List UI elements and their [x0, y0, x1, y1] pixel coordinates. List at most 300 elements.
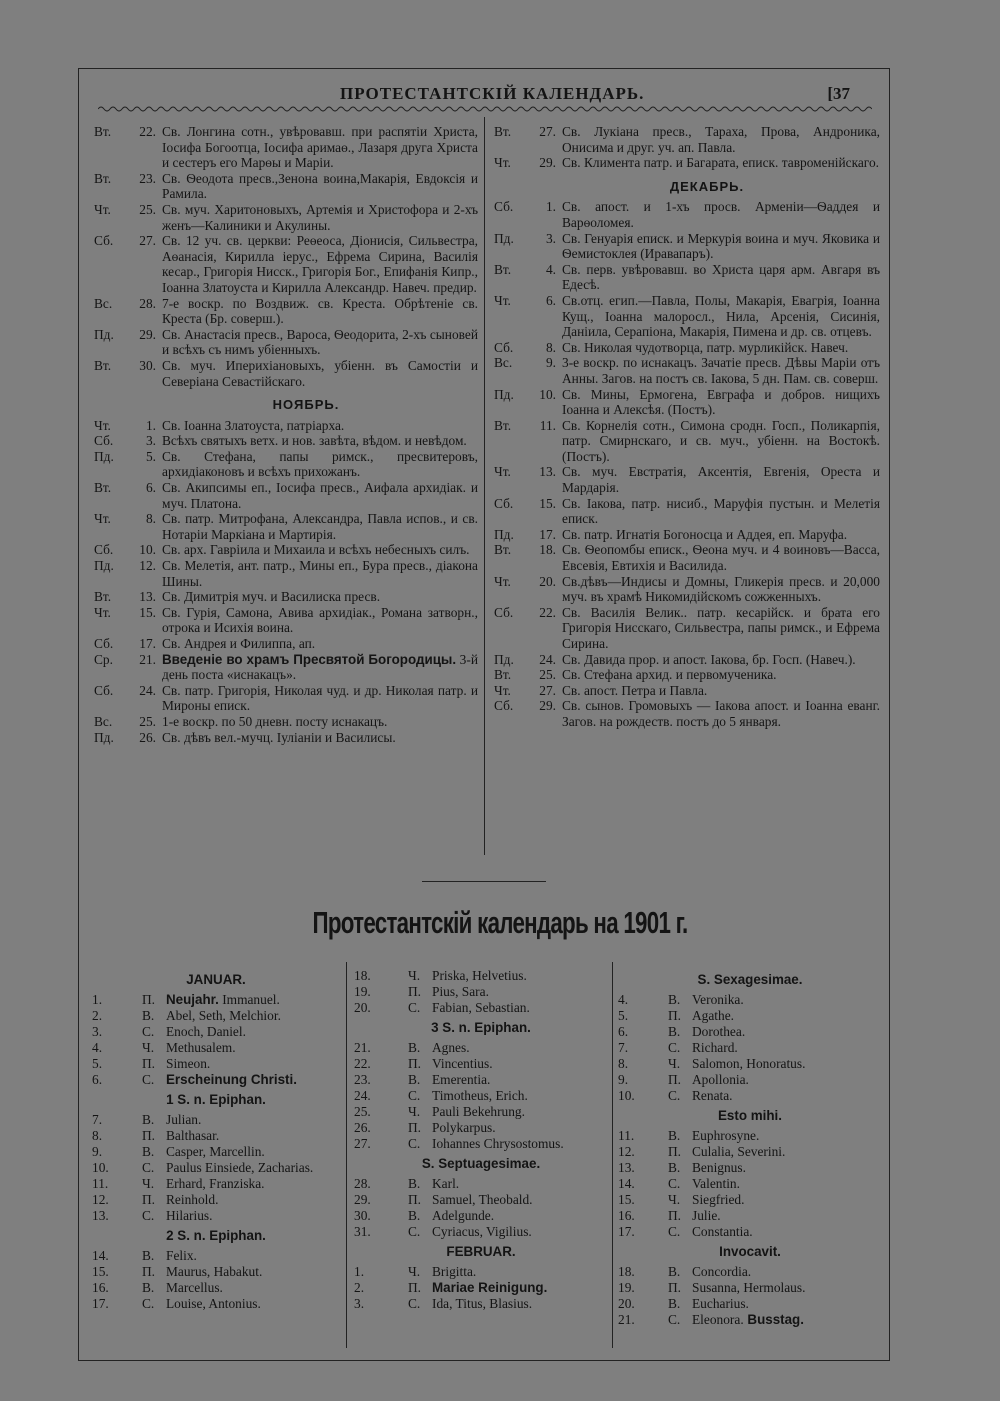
subheading: S. Sexagesimae.: [697, 972, 803, 987]
entry-text: [162, 433, 478, 449]
entry-text-main: Abel, Seth, Melchior.: [166, 1008, 281, 1023]
weekday-letter: Ч.: [142, 1176, 155, 1191]
german-column-3: [618, 968, 882, 1328]
calendar-entry: [92, 1008, 340, 1024]
entry-text: [166, 1024, 340, 1040]
entry-text-main: Methusalem.: [166, 1040, 236, 1055]
entry-text: [562, 293, 880, 340]
calendar-entry: [494, 698, 880, 729]
day-number: 29.: [539, 698, 556, 714]
entry-text: [162, 358, 478, 389]
entry-text: [162, 480, 478, 511]
calendar-entry: [92, 1280, 340, 1296]
entry-text-main: Св. Корнелія сотн., Симона сродн. Госп., Поликарпія, патр. Смирнскаго, и св. муч., убіенн. на Востокѣ. (Постъ).: [562, 417, 880, 464]
calendar-entry: [494, 340, 880, 356]
entry-text: [432, 1280, 608, 1296]
weekday-letter: Ч.: [668, 1056, 681, 1071]
entry-text-main: Renata.: [692, 1088, 733, 1103]
entry-text: [166, 1040, 340, 1056]
weekday-letter: Ч.: [408, 1104, 421, 1119]
calendar-entry: [618, 1296, 882, 1312]
entry-text: [162, 542, 478, 558]
weekday-letter: С.: [408, 1000, 421, 1015]
entry-text: [162, 449, 478, 480]
entry-text: [162, 124, 478, 171]
entry-text-main: Св. Стефана, папы римск., пресвитеровъ, архидіаконовъ и всѣхъ прихожанъ.: [162, 448, 478, 480]
day-number: 23.: [354, 1072, 371, 1087]
calendar-entry: [354, 1136, 608, 1152]
entry-text: [166, 1072, 340, 1088]
calendar-entry: [94, 124, 478, 171]
page-number: [37: [827, 84, 850, 103]
calendar-entry: [92, 1208, 340, 1224]
entry-text: [166, 1192, 340, 1208]
entry-text-main: Св. Генуарія еписк. и Меркурія воина и муч. Яковика и Ѳемистоклея (Иравапаръ).: [562, 230, 880, 262]
day-number: 3.: [92, 1024, 103, 1039]
calendar-entry: [618, 1008, 882, 1024]
entry-text: [162, 683, 478, 714]
entry-text: [692, 1296, 882, 1312]
left-column: [94, 124, 478, 745]
day-number: 25.: [139, 201, 156, 217]
calendar-entry: [92, 1296, 340, 1312]
calendar-entry: [494, 387, 880, 418]
weekday-label: Сб.: [94, 433, 114, 449]
entry-text-main: Neujahr.: [166, 992, 219, 1007]
entry-text-main: Св. Давида прор. и апост. Іакова, бр. Госп. (Навеч.).: [562, 651, 856, 667]
weekday-letter: С.: [142, 1296, 155, 1311]
weekday-label: Чт.: [94, 417, 111, 433]
calendar-entry: [94, 652, 478, 683]
entry-text-main: Eleonora.: [692, 1312, 744, 1327]
calendar-entry: [354, 968, 608, 984]
weekday-letter: С.: [668, 1224, 681, 1239]
day-number: 10.: [618, 1088, 635, 1103]
calendar-entry: [354, 1296, 608, 1312]
weekday-letter: С.: [142, 1072, 155, 1087]
month-heading: ДЕКАБРЬ.: [669, 178, 745, 194]
entry-text-main: Св. Гурія, Самона, Авива архидіак., Романа затворн., отрока и Исихія воина.: [162, 604, 478, 636]
weekday-letter: С.: [142, 1024, 155, 1039]
weekday-label: Сб.: [94, 233, 114, 249]
calendar-entry: [92, 1040, 340, 1056]
day-number: 17.: [139, 636, 156, 651]
entry-text: [162, 636, 478, 652]
weekday-letter: П.: [668, 1280, 682, 1295]
entry-text: [166, 1056, 340, 1072]
calendar-entry: [354, 1040, 608, 1056]
entry-text-main: Benignus.: [692, 1160, 746, 1175]
entry-text-main: Enoch, Daniel.: [166, 1024, 246, 1039]
entry-text-main: Св. Николая чудотворца, патр. мурликійск. Навеч.: [562, 339, 849, 355]
day-number: 1.: [92, 992, 103, 1007]
entry-text: [162, 558, 478, 589]
weekday-letter: П.: [142, 1264, 156, 1279]
entry-text: [162, 171, 478, 202]
entry-text: [692, 1040, 882, 1056]
entry-text-main: Св. Василія Велик.. патр. кесарійск. и брата его Григорія Нисскаго, Сильвестра, папы римск., и Ефрема Сирина.: [562, 604, 880, 651]
entry-text: [432, 1224, 608, 1240]
entry-text: [166, 1008, 340, 1024]
calendar-entry: [92, 1072, 340, 1088]
entry-text-main: Concordia.: [692, 1264, 752, 1279]
calendar-entry: [494, 355, 880, 386]
calendar-entry: [494, 542, 880, 573]
day-number: 8.: [545, 339, 556, 355]
weekday-letter: В.: [142, 1248, 155, 1263]
day-number: 15.: [618, 1192, 635, 1207]
calendar-entry: [354, 1120, 608, 1136]
entry-text-main: Simeon.: [166, 1056, 211, 1071]
weekday-letter: В.: [142, 1008, 155, 1023]
entry-text-main: Св. Андрея и Филиппа, ап.: [162, 636, 316, 651]
calendar-entry: [618, 1088, 882, 1104]
entry-text-main: Valentin.: [692, 1176, 740, 1191]
day-number: 27.: [139, 233, 156, 249]
entry-text-main: Св. апост. и 1-хъ просв. Арменіи—Ѳаддея и Варѳоломея.: [562, 199, 880, 230]
day-number: 16.: [92, 1280, 109, 1295]
entry-text-main: Susanna, Hermolaus.: [692, 1280, 806, 1295]
day-number: 2.: [92, 1008, 103, 1023]
entry-text: [432, 1040, 608, 1056]
entry-text: [166, 1160, 340, 1176]
entry-text-main: Св. Ѳеопомбы еписк., Ѳеона муч. и 4 воиновъ—Васса, Евсевія, Евтихія и Василида.: [562, 542, 880, 574]
weekday-letter: Ч.: [668, 1192, 681, 1207]
day-number: 26.: [139, 729, 156, 745]
weekday-letter: С.: [668, 1176, 681, 1191]
calendar-entry: [94, 480, 478, 511]
day-number: 17.: [618, 1224, 635, 1239]
weekday-label: Сб.: [494, 199, 514, 215]
entry-text: [692, 1072, 882, 1088]
day-number: 31.: [354, 1224, 371, 1239]
subheading: 1 S. n. Epiphan.: [166, 1092, 266, 1107]
weekday-letter: В.: [142, 1144, 155, 1159]
day-number: 27.: [539, 124, 556, 139]
entry-text-main: Brigitta.: [432, 1264, 477, 1279]
entry-text: [162, 730, 478, 746]
weekday-label: Чт.: [494, 464, 511, 480]
day-number: 14.: [92, 1248, 109, 1263]
weekday-label: Чт.: [94, 201, 111, 217]
weekday-label: Вт.: [94, 589, 112, 605]
day-number: 11.: [618, 1128, 635, 1143]
entry-text: [162, 233, 478, 295]
day-number: 4.: [545, 261, 556, 277]
weekday-label: Пд.: [494, 230, 514, 246]
entry-text-main: Св. перв. увѣровавш. во Христа царя арм. Авгаря въ Едесѣ.: [562, 261, 880, 293]
weekday-letter: Ч.: [408, 968, 421, 983]
entry-text-main: Св.отц. егип.—Павла, Полы, Макарія, Евагрія, Іоанна Кущ., Іоанна малоросл., Нила, Арсенія, Сисинія, Даніила, Серапіона, Макарія, Пимена и др. св. отцевъ.: [562, 292, 880, 340]
entry-text: [562, 464, 880, 495]
weekday-letter: С.: [408, 1136, 421, 1151]
entry-text-main: Reinhold.: [166, 1192, 219, 1207]
weekday-label: Пд.: [94, 326, 114, 342]
entry-text-main: Maurus, Habakut.: [166, 1264, 263, 1279]
day-number: 20.: [539, 573, 556, 589]
day-number: 20.: [618, 1296, 635, 1311]
day-number: 22.: [139, 124, 156, 139]
entry-text-main: Св. Димитрія муч. и Василиска пресв.: [162, 589, 381, 605]
entry-text: [432, 1176, 608, 1192]
calendar-entry: [618, 1144, 882, 1160]
entry-text-main: Felix.: [166, 1248, 197, 1263]
entry-text: [562, 652, 880, 668]
entry-text-main: Pauli Bekehrung.: [432, 1104, 525, 1119]
calendar-entry: [354, 1072, 608, 1088]
day-number: 28.: [354, 1176, 371, 1191]
calendar-entry: [92, 1264, 340, 1280]
weekday-label: Вт.: [494, 261, 512, 277]
calendar-entry: [354, 1104, 608, 1120]
entry-text-main: Erhard, Franziska.: [166, 1176, 265, 1191]
calendar-entry: [92, 992, 340, 1008]
weekday-label: Вс.: [94, 713, 113, 729]
calendar-entry: [494, 231, 880, 262]
calendar-entry: [94, 542, 478, 558]
weekday-letter: П.: [668, 1008, 682, 1023]
weekday-letter: В.: [408, 1072, 421, 1087]
calendar-entry: [92, 1024, 340, 1040]
entry-text: [562, 542, 880, 573]
day-number: 25.: [354, 1104, 371, 1119]
entry-text: [432, 1072, 608, 1088]
entry-text-main: Constantia.: [692, 1224, 753, 1239]
day-number: 19.: [618, 1280, 635, 1295]
day-number: 29.: [539, 155, 556, 171]
entry-text-main: Paulus Einsiede, Zacharias.: [166, 1160, 314, 1175]
weekday-letter: С.: [142, 1160, 155, 1175]
entry-text: [692, 1056, 882, 1072]
entry-text: [562, 527, 880, 543]
entry-text-main: Св. арх. Гавріила и Михаила и всѣхъ небесныхъ силъ.: [162, 542, 470, 558]
weekday-letter: С.: [408, 1088, 421, 1103]
weekday-label: Вт.: [94, 124, 112, 139]
entry-text: [162, 418, 478, 434]
weekday-label: Вт.: [494, 667, 512, 683]
calendar-entry: [94, 511, 478, 542]
day-number: 13.: [139, 589, 156, 605]
day-number: 7.: [618, 1040, 629, 1055]
entry-text-main: Св. патр. Игнатія Богоносца и Аддея, еп. Маруфа.: [562, 526, 848, 542]
entry-text-main: Св. апост. Петра и Павла.: [562, 682, 708, 698]
day-number: 17.: [92, 1296, 109, 1311]
subheading: Invocavit.: [719, 1244, 781, 1259]
entry-text-main: Св. патр. Митрофана, Александра, Павла испов., и св. Нотаріи Маркіана и Мартирія.: [162, 511, 478, 542]
weekday-label: Сб.: [494, 698, 514, 714]
entry-text: [562, 698, 880, 729]
weekday-letter: С.: [408, 1224, 421, 1239]
entry-text: [166, 1144, 340, 1160]
entry-text-cont: Immanuel.: [218, 992, 280, 1007]
weekday-letter: В.: [408, 1176, 421, 1191]
weekday-letter: В.: [668, 992, 681, 1007]
calendar-entry: [94, 589, 478, 605]
subheading: S. Septuagesimae.: [421, 1156, 541, 1171]
entry-text-main: Iohannes Chrysostomus.: [432, 1136, 564, 1151]
day-number: 21.: [354, 1040, 371, 1055]
weekday-letter: П.: [142, 1056, 156, 1071]
entry-text-main: Ida, Titus, Blasius.: [432, 1296, 533, 1311]
day-number: 9.: [618, 1072, 629, 1087]
entry-text: [166, 1176, 340, 1192]
day-number: 5.: [92, 1056, 103, 1071]
weekday-letter: С.: [408, 1296, 421, 1311]
entry-text: [692, 1208, 882, 1224]
day-number: 11.: [92, 1176, 109, 1191]
subheading: Esto mihi.: [718, 1108, 782, 1123]
weekday-label: Пд.: [494, 386, 514, 402]
day-number: 9.: [545, 355, 556, 371]
day-number: 13.: [539, 464, 556, 480]
entry-text: [432, 968, 608, 984]
day-number: 12.: [139, 558, 156, 574]
day-number: 20.: [354, 1000, 371, 1015]
entry-text: [562, 574, 880, 605]
calendar-entry: [618, 992, 882, 1008]
weekday-label: Сб.: [494, 495, 514, 511]
day-number: 22.: [354, 1056, 371, 1071]
subheading: 2 S. n. Epiphan.: [166, 1228, 266, 1243]
entry-text: [162, 605, 478, 636]
entry-text-main: Св.дѣвъ—Индисы и Домны, Гликерія пресв. и 20,000 муч. въ храмѣ Никомидійскомъ сожженныхъ.: [562, 573, 880, 605]
entry-text-main: Salomon, Honoratus.: [692, 1056, 806, 1071]
entry-text-main: 7-е воскр. по Воздвиж. св. Креста. Обрѣтеніе св. Креста (Бр. соверш.).: [162, 295, 478, 327]
weekday-letter: Ч.: [142, 1040, 155, 1055]
weekday-label: Чт.: [494, 682, 511, 698]
entry-text-main: Timotheus, Erich.: [432, 1088, 528, 1103]
entry-text: [692, 1264, 882, 1280]
subheading: FEBRUAR.: [446, 1244, 516, 1259]
entry-text: [432, 1000, 608, 1016]
day-number: 5.: [145, 448, 156, 464]
entry-text: [432, 1296, 608, 1312]
day-number: 15.: [139, 604, 156, 620]
calendar-entry: [94, 636, 478, 652]
calendar-entry: [618, 1224, 882, 1240]
day-number: 11.: [539, 417, 556, 433]
day-number: 3.: [354, 1296, 365, 1311]
day-number: 6.: [545, 292, 556, 308]
calendar-entry: [92, 1144, 340, 1160]
entry-text: [692, 1088, 882, 1104]
calendar-entry: [92, 1056, 340, 1072]
day-number: 5.: [618, 1008, 629, 1023]
weekday-label: Вт.: [94, 170, 112, 186]
day-number: 15.: [92, 1264, 109, 1279]
calendar-entry: [494, 199, 880, 230]
entry-text-main: Cyriacus, Vigilius.: [432, 1224, 532, 1239]
calendar-entry: [494, 262, 880, 293]
weekday-letter: П.: [408, 1280, 422, 1295]
day-number: 13.: [92, 1208, 109, 1223]
calendar-entry: [618, 1192, 882, 1208]
entry-text: [166, 1264, 340, 1280]
calendar-entry: [494, 155, 880, 171]
weekday-letter: П.: [142, 1192, 156, 1207]
calendar-entry: [94, 233, 478, 295]
entry-text-main: Св. Ѳеодота пресв.,Зенона воина,Макарія, Евдоксія и Рамила.: [162, 170, 478, 202]
weekday-label: Вт.: [494, 542, 512, 558]
weekday-letter: П.: [668, 1208, 682, 1223]
weekday-letter: Ч.: [408, 1264, 421, 1279]
calendar-entry: [618, 1040, 882, 1056]
calendar-entry: [494, 464, 880, 495]
day-number: 6.: [618, 1024, 629, 1039]
entry-text-main: Св. Мины, Ермогена, Евграфа и добров. нищихъ Іоанна и Алексѣя. (Постъ).: [562, 386, 880, 418]
entry-text: [562, 262, 880, 293]
calendar-entry: [494, 574, 880, 605]
right-column: [494, 124, 880, 730]
section-divider: [422, 881, 546, 882]
weekday-letter: В.: [668, 1264, 681, 1279]
weekday-letter: П.: [408, 1192, 422, 1207]
entry-text-cont: Busstag.: [743, 1312, 804, 1327]
day-number: 17.: [539, 526, 556, 542]
weekday-letter: С.: [668, 1088, 681, 1103]
weekday-label: Вт.: [94, 480, 112, 496]
entry-text: [162, 327, 478, 358]
calendar-entry: [618, 1128, 882, 1144]
entry-text-main: Св. дѣвъ вел.-мучц. Іуліаніи и Василисы.: [162, 729, 396, 745]
day-number: 22.: [539, 604, 556, 620]
entry-text-main: Св. сынов. Громовыхъ — Іакова апост. и Іоанна еванг. Загов. на рождеств. постъ до 5 января.: [562, 698, 880, 729]
entry-text-main: Julie.: [692, 1208, 721, 1223]
day-number: 16.: [618, 1208, 635, 1223]
calendar-entry: [618, 1264, 882, 1280]
day-number: 14.: [618, 1176, 635, 1191]
calendar-entry: [94, 605, 478, 636]
entry-text: [432, 984, 608, 1000]
weekday-label: Сб.: [94, 636, 114, 651]
entry-text-main: Veronika.: [692, 992, 744, 1007]
day-number: 30.: [139, 357, 156, 373]
weekday-label: Ср.: [94, 651, 113, 667]
entry-text-main: Adelgunde.: [432, 1208, 495, 1223]
weekday-label: Пд.: [494, 526, 514, 542]
day-number: 26.: [354, 1120, 371, 1135]
entry-text: [162, 714, 478, 730]
entry-text: [432, 1056, 608, 1072]
calendar-entry: [494, 293, 880, 340]
entry-text: [562, 387, 880, 418]
calendar-entry: [94, 358, 478, 389]
calendar-entry: [354, 1088, 608, 1104]
entry-text: [692, 1176, 882, 1192]
column-divider: [484, 117, 485, 855]
calendar-entry: [618, 1176, 882, 1192]
entry-text-main: Св. муч. Иперихіановыхъ, убіенн. въ Самостіи и Северіана Севастійскаго.: [162, 357, 478, 389]
calendar-entry: [92, 1128, 340, 1144]
calendar-entry: [618, 1160, 882, 1176]
entry-text: [562, 231, 880, 262]
weekday-letter: П.: [142, 1128, 156, 1143]
calendar-entry: [618, 1072, 882, 1088]
entry-text-main: Св. Лонгина сотн., увѣровавш. при распятіи Христа, Іосифа Богоотца, Іосифа аримаѳ., Лазаря друга Христа и сестеръ его Марѳы и Маріи.: [162, 124, 478, 171]
entry-text: [692, 1192, 882, 1208]
weekday-letter: В.: [408, 1040, 421, 1055]
entry-text-main: Св. 12 уч. св. церкви: Реѳеоса, Діонисія, Сильвестра, Аѳанасія, Кирилла іерус., Ефрема Сирина, Василія кесар., Григорія Нисск., Григорія Бог., Епифанія Кипр., Іоанна Златоуста и Кирилла Александр. Навеч. предир.: [162, 233, 478, 295]
weekday-label: Чт.: [494, 573, 511, 589]
weekday-label: Сб.: [494, 339, 514, 355]
entry-text: [166, 1128, 340, 1144]
grid-divider-1: [346, 962, 347, 1348]
entry-text-main: Culalia, Severini.: [692, 1144, 786, 1159]
day-number: 18.: [354, 968, 371, 983]
entry-text-main: Hilarius.: [166, 1208, 213, 1223]
weekday-letter: В.: [668, 1024, 681, 1039]
weekday-letter: В.: [142, 1280, 155, 1295]
